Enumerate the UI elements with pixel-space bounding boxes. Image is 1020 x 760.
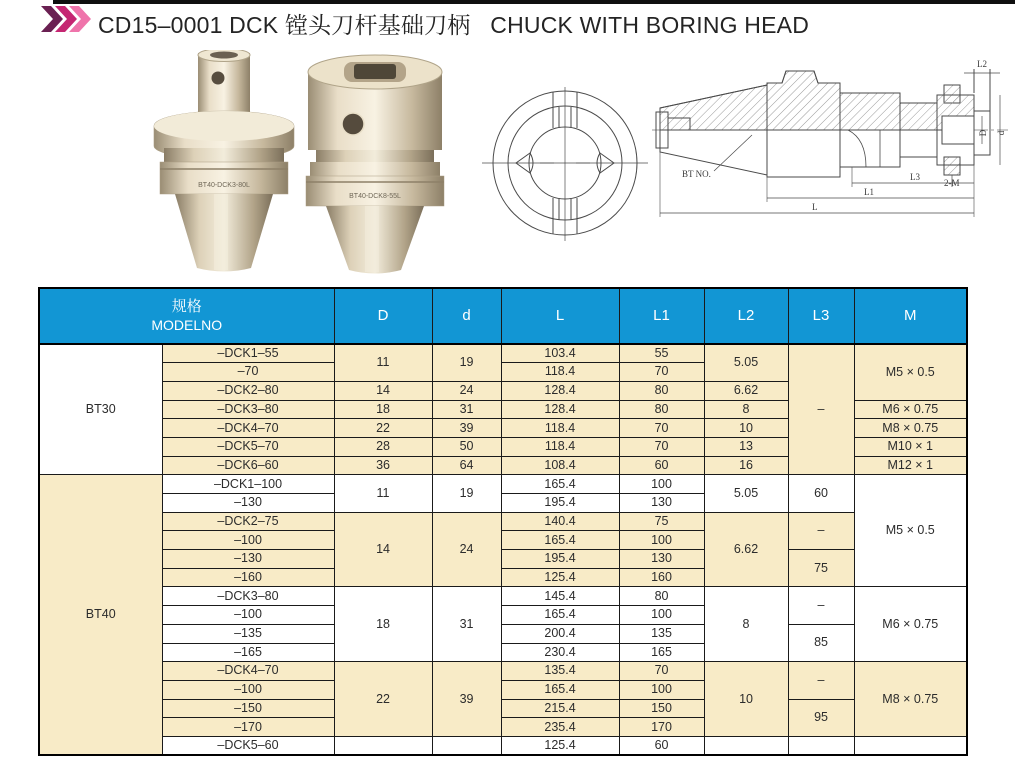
cell-L1: 100	[619, 475, 704, 494]
engraving-right: BT40-DCK8-55L	[349, 193, 401, 200]
label-l: L	[812, 202, 818, 212]
column-header-D: D	[334, 288, 432, 344]
cell-L2: 13	[704, 437, 788, 456]
cell-L: 195.4	[501, 494, 619, 513]
cell-L1: 70	[619, 419, 704, 438]
product-photo-right	[306, 55, 444, 274]
cell-model: –170	[162, 718, 334, 737]
cell-model: –DCK5–70	[162, 437, 334, 456]
cell-L: 165.4	[501, 606, 619, 625]
label-d-lower: d	[996, 130, 1006, 136]
cell-model: –165	[162, 643, 334, 662]
cell-M: M6 × 0.75	[854, 587, 967, 662]
cell-empty	[854, 736, 967, 755]
cell-D: 22	[334, 662, 432, 737]
column-header-L1: L1	[619, 288, 704, 344]
cell-model: –DCK4–70	[162, 419, 334, 438]
cell-M: M12 × 1	[854, 456, 967, 475]
column-header-M: M	[854, 288, 967, 344]
cell-L: 230.4	[501, 643, 619, 662]
column-header-L: L	[501, 288, 619, 344]
label-l2: L2	[977, 59, 987, 69]
cell-D: 14	[334, 381, 432, 400]
cell-d: 39	[432, 419, 501, 438]
cell-L3: –	[788, 662, 854, 699]
cell-L1: 160	[619, 568, 704, 587]
cell-L1: 60	[619, 736, 704, 755]
product-photos	[148, 50, 460, 278]
column-header-L3: L3	[788, 288, 854, 344]
cell-model: –DCK3–80	[162, 400, 334, 419]
cell-L1: 170	[619, 718, 704, 737]
product-photo-left	[154, 50, 294, 272]
cell-L2: 5.05	[704, 344, 788, 381]
cell-L3: 85	[788, 624, 854, 661]
cell-D: 36	[334, 456, 432, 475]
cell-L: 215.4	[501, 699, 619, 718]
cell-model: –100	[162, 606, 334, 625]
cell-L: 118.4	[501, 363, 619, 382]
cell-model: –130	[162, 494, 334, 513]
cell-d: 39	[432, 662, 501, 737]
cell-M: M6 × 0.75	[854, 400, 967, 419]
engraving-left: BT40-DCK3-80L	[198, 182, 250, 189]
cell-L: 140.4	[501, 512, 619, 531]
cell-L1: 80	[619, 587, 704, 606]
cell-L: 145.4	[501, 587, 619, 606]
cell-model: –DCK5–60	[162, 736, 334, 755]
table-row	[39, 587, 967, 606]
side-view-drawing	[652, 55, 1014, 240]
label-d-upper: D	[978, 129, 988, 137]
cell-L2: 10	[704, 662, 788, 737]
table-header-row	[39, 288, 967, 344]
column-header-L2: L2	[704, 288, 788, 344]
cell-L: 118.4	[501, 437, 619, 456]
cell-bt30: BT30	[39, 344, 162, 475]
label-bt-no: BT NO.	[682, 169, 711, 179]
cell-L2: 8	[704, 400, 788, 419]
column-header-modelno	[39, 288, 334, 344]
cell-L: 125.4	[501, 736, 619, 755]
cell-L1: 100	[619, 680, 704, 699]
cell-L1: 80	[619, 400, 704, 419]
cell-D: 11	[334, 475, 432, 512]
cell-L: 165.4	[501, 531, 619, 550]
cell-L: 135.4	[501, 662, 619, 681]
front-view-drawing	[480, 85, 650, 245]
cell-L1: 80	[619, 381, 704, 400]
cell-L1: 70	[619, 662, 704, 681]
cell-d: 24	[432, 512, 501, 587]
cell-L3: 75	[788, 550, 854, 587]
top-divider	[53, 0, 1015, 4]
cell-L: 108.4	[501, 456, 619, 475]
cell-D: 28	[334, 437, 432, 456]
triple-chevron-icon	[39, 5, 97, 33]
cell-model: –135	[162, 624, 334, 643]
cell-D: 18	[334, 587, 432, 662]
cell-L1: 130	[619, 550, 704, 569]
cell-model: –100	[162, 680, 334, 699]
cell-L3: –	[788, 344, 854, 475]
label-l1: L1	[864, 187, 874, 197]
cell-L2: 10	[704, 419, 788, 438]
cell-model: –DCK6–60	[162, 456, 334, 475]
cell-L1: 100	[619, 531, 704, 550]
cell-L1: 55	[619, 344, 704, 363]
header-spec-cn: 规格	[171, 298, 202, 316]
table-row	[39, 512, 967, 531]
cell-L1: 75	[619, 512, 704, 531]
cell-L: 125.4	[501, 568, 619, 587]
cell-L1: 100	[619, 606, 704, 625]
cell-d: 19	[432, 475, 501, 512]
column-header-d: d	[432, 288, 501, 344]
cell-empty	[788, 736, 854, 755]
cell-L2: 6.62	[704, 512, 788, 587]
cell-M: M5 × 0.5	[854, 344, 967, 400]
cell-L2: 6.62	[704, 381, 788, 400]
cell-model: –DCK2–75	[162, 512, 334, 531]
cell-model: –DCK2–80	[162, 381, 334, 400]
cell-L3: 95	[788, 699, 854, 736]
table-row	[39, 475, 967, 494]
cell-d: 31	[432, 587, 501, 662]
label-l3: L3	[910, 172, 920, 182]
cell-empty	[334, 736, 432, 755]
cell-L2: 16	[704, 456, 788, 475]
cell-L1: 60	[619, 456, 704, 475]
header-spec-en: MODELNO	[151, 317, 223, 334]
cell-bt40: BT40	[39, 475, 162, 755]
cell-model: –DCK1–100	[162, 475, 334, 494]
table-row	[39, 662, 967, 681]
cell-L1: 70	[619, 363, 704, 382]
table-row	[39, 550, 967, 569]
cell-empty	[432, 736, 501, 755]
cell-model: –160	[162, 568, 334, 587]
cell-L1: 135	[619, 624, 704, 643]
table-row	[39, 624, 967, 643]
cell-L3: –	[788, 587, 854, 624]
cell-model: –150	[162, 699, 334, 718]
table-row	[39, 736, 967, 755]
page-title: CD15–0001 DCK 镗头刀杆基础刀柄 CHUCK WITH BORING HEAD	[98, 12, 810, 38]
cell-L: 200.4	[501, 624, 619, 643]
cell-L: 165.4	[501, 680, 619, 699]
cell-d: 31	[432, 400, 501, 419]
cell-L1: 130	[619, 494, 704, 513]
cell-model: –100	[162, 531, 334, 550]
cell-L1: 150	[619, 699, 704, 718]
cell-L: 195.4	[501, 550, 619, 569]
table-row	[39, 699, 967, 718]
spec-table	[38, 287, 968, 756]
cell-D: 18	[334, 400, 432, 419]
cell-M: M8 × 0.75	[854, 662, 967, 737]
cell-D: 22	[334, 419, 432, 438]
cell-L: 235.4	[501, 718, 619, 737]
cell-d: 24	[432, 381, 501, 400]
cell-d: 19	[432, 344, 501, 381]
cell-L2: 8	[704, 587, 788, 662]
cell-M: M10 × 1	[854, 437, 967, 456]
cell-D: 14	[334, 512, 432, 587]
cell-empty	[704, 736, 788, 755]
cell-M: M8 × 0.75	[854, 419, 967, 438]
cell-L: 118.4	[501, 419, 619, 438]
cell-model: –DCK4–70	[162, 662, 334, 681]
cell-model: –DCK1–55	[162, 344, 334, 363]
cell-D: 11	[334, 344, 432, 381]
cell-L3: 60	[788, 475, 854, 512]
cell-M: M5 × 0.5	[854, 475, 967, 587]
cell-d: 64	[432, 456, 501, 475]
cell-model: –130	[162, 550, 334, 569]
cell-d: 50	[432, 437, 501, 456]
label-2m: 2-M	[944, 178, 960, 188]
cell-model: –70	[162, 363, 334, 382]
cell-L: 128.4	[501, 381, 619, 400]
table-row	[39, 344, 967, 363]
cell-L1: 70	[619, 437, 704, 456]
cell-L3: –	[788, 512, 854, 549]
cell-L: 128.4	[501, 400, 619, 419]
cell-L: 103.4	[501, 344, 619, 363]
cell-L: 165.4	[501, 475, 619, 494]
cell-model: –DCK3–80	[162, 587, 334, 606]
cell-L1: 165	[619, 643, 704, 662]
cell-L2: 5.05	[704, 475, 788, 512]
